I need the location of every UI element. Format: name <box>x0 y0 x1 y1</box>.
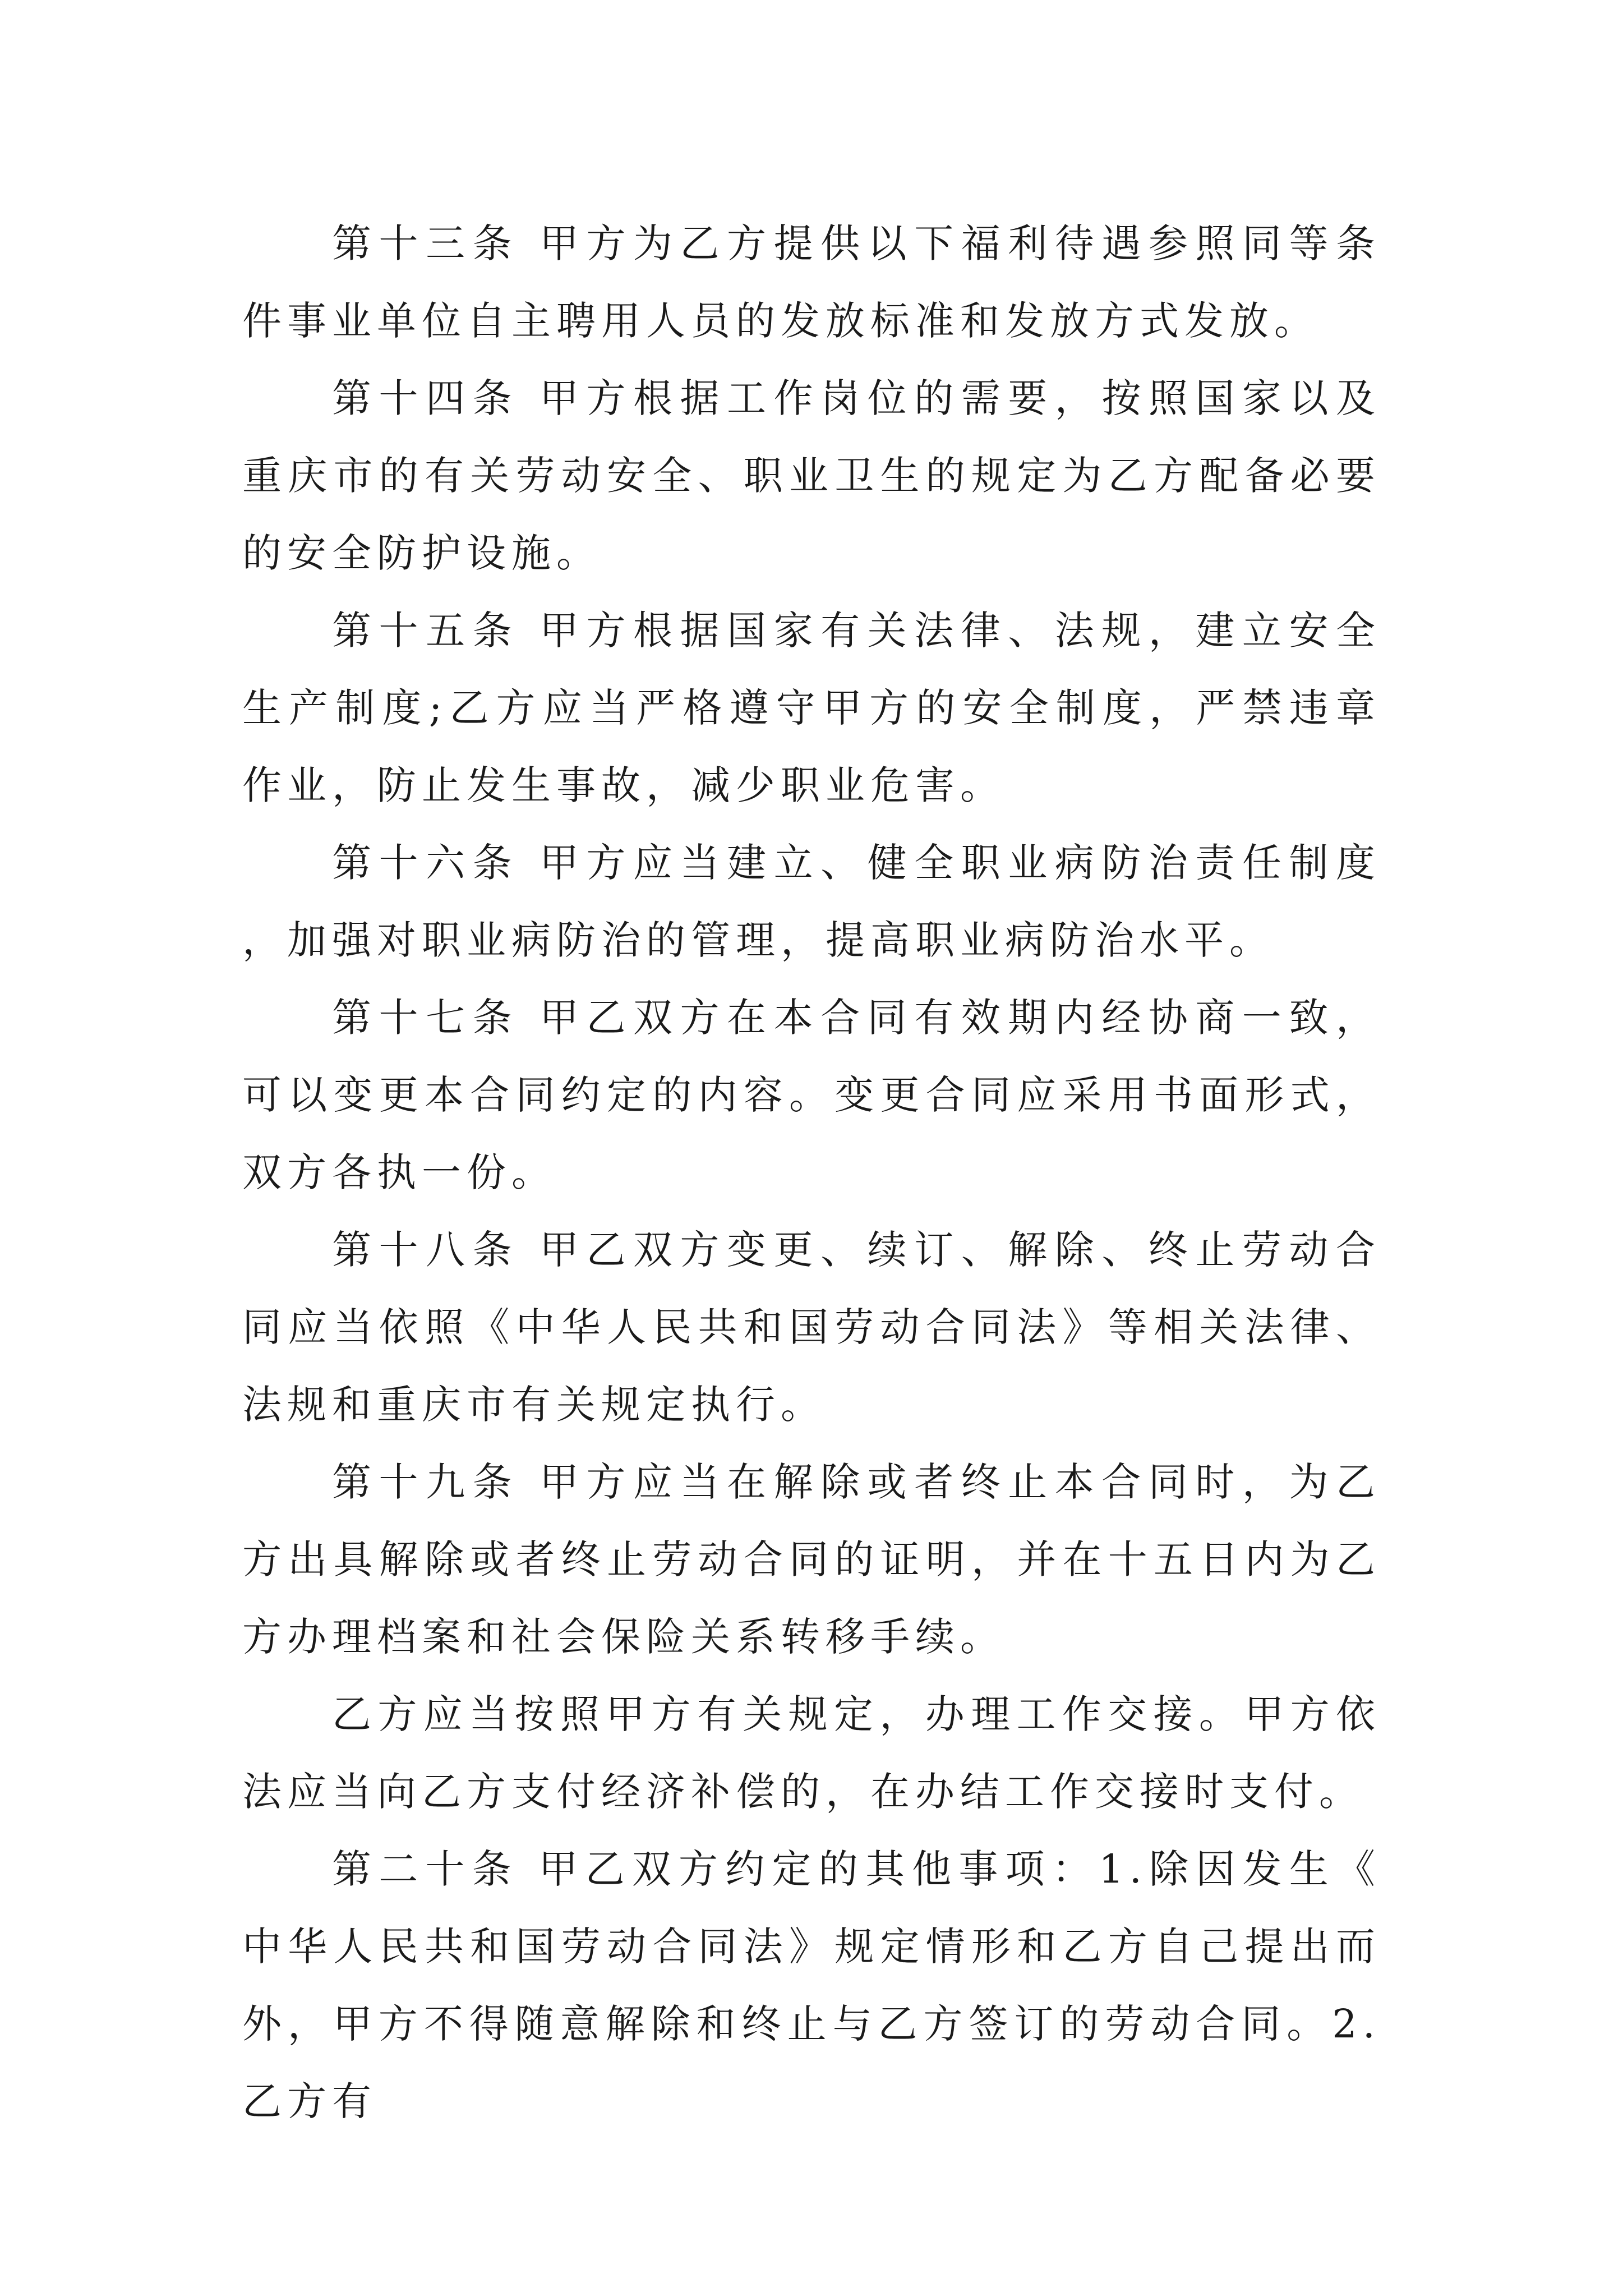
document-body <box>242 205 1381 2140</box>
paragraph-article-14: 第十四条 甲方根据工作岗位的需要，按照国家以及重庆市的有关劳动安全、职业卫生的规定为乙方配备必要的安全防护设施。 <box>242 375 1381 576</box>
paragraph-article-18: 第十八条 甲乙双方变更、续订、解除、终止劳动合同应当依照《中华人民共和国劳动合同法》等相关法律、法规和重庆市有关规定执行。 <box>242 1227 1381 1428</box>
paragraph-article-20: 第二十条 甲乙双方约定的其他事项：1.除因发生《中华人民共和国劳动合同法》规定情形和乙方自己提出而外，甲方不得随意解除和终止与乙方签订的劳动合同。2.乙方有 <box>242 1846 1381 2124</box>
paragraph-article-19: 第十九条 甲方应当在解除或者终止本合同时，为乙方出具解除或者终止劳动合同的证明，并在十五日内为乙方办理档案和社会保险关系转移手续。 <box>242 1459 1381 1660</box>
paragraph-handover: 乙方应当按照甲方有关规定，办理工作交接。甲方依法应当向乙方支付经济补偿的，在办结工作交接时支付。 <box>242 1691 1381 1815</box>
paragraph-article-13: 第十三条 甲方为乙方提供以下福利待遇参照同等条件事业单位自主聘用人员的发放标准和发放方式发放。 <box>242 220 1381 344</box>
paragraph-article-15: 第十五条 甲方根据国家有关法律、法规，建立安全生产制度;乙方应当严格遵守甲方的安全制度，严禁违章作业，防止发生事故，减少职业危害。 <box>242 608 1381 808</box>
paragraph-article-16: 第十六条 甲方应当建立、健全职业病防治责任制度，加强对职业病防治的管理，提高职业病防治水平。 <box>242 840 1381 963</box>
paragraph-article-17: 第十七条 甲乙双方在本合同有效期内经协商一致，可以变更本合同约定的内容。变更合同应采用书面形式，双方各执一份。 <box>242 995 1381 1195</box>
